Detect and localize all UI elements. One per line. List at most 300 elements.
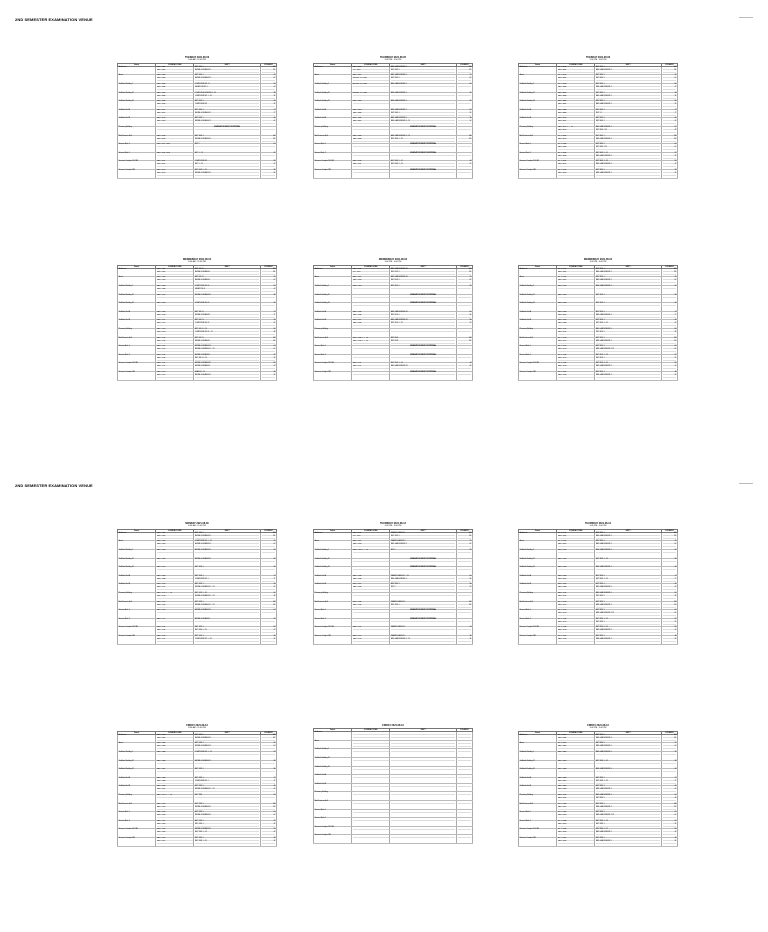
course-code-cell: [352, 303, 390, 312]
table-row: [314, 363, 473, 372]
column-header: COURSE CODE: [352, 265, 390, 268]
course-code: IBMS 1206: [157, 559, 193, 562]
student-count: 106: [458, 67, 472, 70]
department-cell: [194, 320, 261, 329]
student-count-cell: [457, 775, 473, 784]
department-cell: [595, 363, 662, 372]
table-row: [118, 532, 277, 541]
table-row: [519, 144, 678, 153]
venue-name: Pharmacy Building: [519, 328, 557, 337]
student-count: 58: [458, 579, 472, 582]
venue-name: Trailblock Hall B: [519, 786, 557, 795]
table-row: [118, 152, 277, 161]
student-count: 56: [663, 84, 677, 87]
venue-name: Pharmacy Building: [118, 328, 156, 337]
course-code-cell: [557, 268, 595, 277]
course-code: IB 3 1008: [558, 170, 594, 173]
student-count: 60: [663, 147, 677, 150]
column-header: Venue: [519, 63, 557, 66]
department: NUT 1301 1: [195, 769, 260, 772]
course-code-cell: [557, 549, 595, 558]
student-count: 110: [262, 738, 276, 741]
student-count: 58: [458, 113, 472, 116]
course-code-cell: [557, 837, 595, 846]
column-header: STUDENT: [261, 265, 277, 268]
department-cell: [194, 635, 261, 644]
department: NUT 3001 1: [596, 110, 661, 113]
student-count-cell: [261, 635, 277, 644]
student-count: 40: [663, 789, 677, 792]
student-count: 44: [663, 366, 677, 369]
venue-name: Annex: [118, 541, 156, 550]
course-code: IBMS 3103: [558, 286, 594, 289]
venue-name: Trailblock Building 2C: [118, 760, 156, 769]
student-count-cell: [662, 618, 678, 627]
department: NUT 1201 1: [195, 576, 260, 579]
course-code: IB 3 1206: [558, 627, 594, 630]
student-count-cell: [457, 592, 473, 601]
student-count: 110: [663, 341, 677, 344]
course-code-cell: [352, 371, 390, 380]
department-cell: [194, 169, 261, 178]
course-code: IB 3 1301: [558, 735, 594, 738]
table-row: [118, 371, 277, 380]
department: MED LAB SCIENCE 1: [596, 375, 661, 378]
department-cell: [390, 303, 457, 312]
student-count: 40: [458, 164, 472, 167]
department-cell: [390, 92, 457, 101]
student-count-cell: [457, 83, 473, 92]
department: NURSE 01 EXAM 02 1: [195, 139, 260, 142]
table-row: [519, 354, 678, 363]
course-code: IB 3 1004: [558, 136, 594, 139]
student-count-cell: [662, 169, 678, 178]
department-cell: [390, 126, 457, 135]
course-code: IBMS 3216: [558, 639, 594, 642]
course-code: IBMS 2211: [353, 627, 389, 630]
table-row: [118, 760, 277, 769]
table-row: [118, 558, 277, 567]
department: NUT 3101 1 - 13: [596, 363, 661, 366]
course-code: IBMS 3005: [558, 96, 594, 99]
student-count-cell: [457, 826, 473, 835]
course-code: IBMS 2101: [353, 269, 389, 272]
course-code-cell: [352, 766, 390, 775]
department-cell: [595, 109, 662, 118]
department: MED LAB SCIENCE 1: [391, 579, 456, 582]
department: MED LAB SCIENCE 1: [596, 286, 661, 289]
student-count-cell: [261, 294, 277, 303]
table-row: [314, 337, 473, 346]
venue-name: Sciences Complex RM: [519, 371, 557, 380]
venue-name: Trailblock Hall B: [314, 118, 352, 127]
student-count: 36: [663, 636, 677, 639]
table-row: [519, 268, 678, 277]
student-count: 60: [663, 815, 677, 818]
department-cell: [194, 794, 261, 803]
student-count-cell: [662, 601, 678, 610]
department: MED LAB SCIENCE 1: [596, 173, 661, 176]
course-code: IB 3 1101: [558, 269, 594, 272]
course-code: IBMS 2108: [353, 323, 389, 326]
student-count-cell: [457, 610, 473, 619]
student-count-cell: [662, 760, 678, 769]
student-count-cell: [261, 328, 277, 337]
student-count: 56: [458, 84, 472, 87]
student-count-cell: [457, 109, 473, 118]
department: COMPUTER SCI 01: [195, 286, 260, 289]
student-count-cell: [261, 126, 277, 135]
venue-name: Trailblock Hall B: [519, 118, 557, 127]
venue-name: Science Block 1: [118, 144, 156, 153]
course-code: IBMS 2205: [353, 576, 389, 579]
student-count: 38: [663, 295, 677, 298]
department-cell: [194, 354, 261, 363]
table-row: [314, 610, 473, 619]
student-count: 36: [458, 584, 472, 587]
venue-name: Med Sciences Hall: [118, 135, 156, 144]
course-code-cell: [352, 337, 390, 346]
course-code: IBMS 1319: [157, 829, 193, 832]
column-header: Venue: [118, 63, 156, 66]
course-code: IBMS 3310: [558, 795, 594, 798]
department-cell: [390, 757, 457, 766]
table-row: [118, 161, 277, 170]
department-cell: [390, 354, 457, 363]
course-code-cell: [557, 769, 595, 778]
column-header: STUDENT: [261, 731, 277, 734]
venue-name: Med Sciences Hall: [314, 601, 352, 610]
department: NUT 3001 1: [596, 101, 661, 104]
course-code-cell: [156, 618, 194, 627]
student-count: 50: [663, 127, 677, 130]
department: NURSE 01 EXAM 02 1: [195, 375, 260, 378]
course-code: IBMS 1312 1 - 13: [157, 795, 193, 798]
venue-name: Trailblock Building 2: [118, 83, 156, 92]
student-count: 116: [458, 602, 472, 605]
student-count-cell: [261, 584, 277, 593]
exam-session-time: 3:00 PM - 5:00 PM: [384, 59, 402, 61]
venue-name: Science Block 1: [314, 144, 352, 153]
student-count: 40: [458, 93, 472, 96]
department: NUT 101 01: [195, 338, 260, 341]
venue-name: Sciences Complex RM: [118, 837, 156, 846]
course-code: IBMS 1322: [157, 841, 193, 844]
department: [391, 744, 456, 747]
table-row: [314, 601, 473, 610]
course-code-cell: [352, 144, 390, 153]
student-count: 64: [663, 144, 677, 147]
course-code: IBMS 3110: [558, 329, 594, 332]
course-code: IB 3 1107: [558, 372, 594, 375]
course-code: IBMS 1311: [157, 789, 193, 792]
table-row: [519, 118, 678, 127]
venue-name: Med Sciences Hall: [314, 337, 352, 346]
page-title: 2ND SEMESTER EXAMINATION VENUE: [15, 17, 93, 22]
course-code: IB 3 1303: [558, 804, 594, 807]
venue-name: Sciences Complex ROOM1: [118, 161, 156, 170]
department: NUT 3201 1 - 13: [596, 579, 661, 582]
student-count: 110: [262, 807, 276, 810]
table-row: [519, 610, 678, 619]
department: NUT 3001 1: [596, 84, 661, 87]
department-cell: [194, 144, 261, 153]
course-code: IB 3 1204: [558, 610, 594, 613]
student-count: 106: [663, 533, 677, 536]
department: MED LAB SCIENCE 1: [596, 280, 661, 283]
department: NUT 1201 1: [195, 602, 260, 605]
course-code: IBMS 3205: [558, 567, 594, 570]
table-row: [519, 794, 678, 803]
student-count: 106: [458, 269, 472, 272]
student-count: 74: [262, 110, 276, 113]
course-code: IBMS 1202: [157, 536, 193, 539]
table-row: [519, 743, 678, 752]
course-code-cell: [557, 592, 595, 601]
department: NUT 2102: [391, 341, 456, 344]
department-cell: [390, 161, 457, 170]
department: NUT 3201 1: [596, 610, 661, 613]
student-count: 72: [663, 579, 677, 582]
course-code-cell: [557, 610, 595, 619]
student-count: 38: [262, 559, 276, 562]
course-code-cell: [557, 584, 595, 593]
student-count: 64: [262, 144, 276, 147]
table-row: [314, 818, 473, 827]
department-cell: [595, 627, 662, 636]
course-code-cell: [352, 826, 390, 835]
student-count: 56: [458, 550, 472, 553]
student-count: 110: [262, 139, 276, 142]
venue-name: Auditorium: [519, 66, 557, 75]
course-code: IBMS 3016: [558, 156, 594, 159]
department-cell: [390, 618, 457, 627]
student-count: [458, 758, 472, 761]
course-code: IBMS 3314: [558, 824, 594, 827]
table-row: [118, 610, 277, 619]
student-count-cell: [457, 541, 473, 550]
student-count: [458, 170, 472, 173]
student-count-cell: [662, 734, 678, 743]
course-code: IBMS 1022: [157, 164, 193, 167]
course-code: IBMS 1111: [157, 320, 193, 323]
course-code: IBMS 3213: [558, 613, 594, 616]
table-row: [519, 346, 678, 355]
student-count-cell: [457, 809, 473, 818]
student-count-cell: [457, 144, 473, 153]
course-code: IBMS 3003: [558, 87, 594, 90]
venue-name: Science Block 1: [519, 812, 557, 821]
venue-name: Trailblock Hall B: [519, 584, 557, 593]
table-row: [118, 135, 277, 144]
course-code: IBMS 2103: [353, 280, 389, 283]
course-code: IBMS 3215: [558, 630, 594, 633]
venue-name: Annex: [314, 740, 352, 749]
table-row: [519, 83, 678, 92]
document-page-2: [0, 466, 768, 932]
department: COMPUTER SCI: [195, 161, 260, 164]
department-cell: [595, 777, 662, 786]
table-row: [519, 92, 678, 101]
department-cell: [390, 584, 457, 593]
student-count-cell: [261, 769, 277, 778]
student-count-cell: [457, 757, 473, 766]
student-count: [458, 784, 472, 787]
department: NURSE 01 EXAM 02 1: [195, 113, 260, 116]
department: NUT 1301 1: [195, 786, 260, 789]
exam-session-time: 3:00 PM - 5:00 PM: [589, 727, 607, 729]
department: [391, 835, 456, 838]
exam-session-time: 3:00 PM - 5:00 PM: [589, 59, 607, 61]
venue-notice: EXAMINATION VENUE FOR EXTERNAL: [391, 127, 456, 130]
venue-name: Science Block 2: [118, 820, 156, 829]
venue-name: Science Block 2: [118, 354, 156, 363]
course-code-cell: [156, 268, 194, 277]
student-count: 40: [262, 584, 276, 587]
department: NURSE 01 EXAM 02: [195, 619, 260, 622]
student-count-cell: [457, 126, 473, 135]
venue-name: Science Block 2: [118, 618, 156, 627]
department-cell: [390, 835, 457, 844]
department: MED LAB SCIENCE 1: [596, 96, 661, 99]
column-header: DEPT: [194, 731, 261, 734]
course-code-cell: [352, 800, 390, 809]
exam-day-block: [518, 522, 678, 645]
course-code-cell: [557, 532, 595, 541]
venue-name: Trailblock Building 2C: [314, 558, 352, 567]
department: NUT 1 - 13: [195, 153, 260, 156]
column-header: Venue: [519, 529, 557, 532]
student-count: 40: [262, 789, 276, 792]
table-row: [519, 769, 678, 778]
course-code-cell: [352, 83, 390, 92]
department: NUT 3201 1 - 13: [596, 627, 661, 630]
student-count: 40: [663, 584, 677, 587]
department-cell: [595, 567, 662, 576]
department: [391, 593, 456, 596]
student-count: 64: [663, 544, 677, 547]
course-code: NUT 2201: [353, 536, 389, 539]
course-code: IB 3 1003: [558, 84, 594, 87]
student-count: [458, 792, 472, 795]
course-code: IBMS 1023: [157, 170, 193, 173]
department: [391, 767, 456, 770]
department-cell: [595, 743, 662, 752]
student-count: [458, 619, 472, 622]
course-code: MEDICAL PH 2002: [353, 84, 389, 87]
course-code: IBMS 2112: [353, 366, 389, 369]
venue-name: Trailblock Hall A: [118, 777, 156, 786]
column-header: STUDENT: [662, 265, 678, 268]
student-count: 106: [262, 735, 276, 738]
student-count: 60: [458, 280, 472, 283]
exam-day-block: [313, 56, 473, 179]
student-count: 74: [663, 778, 677, 781]
department-cell: [194, 786, 261, 795]
department: NUT 3301 1 - 13: [596, 761, 661, 764]
student-count-cell: [662, 820, 678, 829]
student-count-cell: [261, 567, 277, 576]
student-count: 116: [663, 602, 677, 605]
student-count: 32: [663, 821, 677, 824]
venue-name: Sciences Complex ROOM1: [314, 161, 352, 170]
department: MED LAB SCIENCE 02: [391, 277, 456, 280]
course-code-cell: [156, 751, 194, 760]
table-row: [118, 92, 277, 101]
column-header: Venue: [118, 731, 156, 734]
venue-name: Auditorium: [314, 732, 352, 741]
student-count: 60: [262, 349, 276, 352]
student-count: 64: [262, 346, 276, 349]
department-cell: [194, 575, 261, 584]
venue-name: Science Block 1: [314, 610, 352, 619]
student-count-cell: [457, 328, 473, 337]
student-count-cell: [457, 575, 473, 584]
course-code-cell: [156, 169, 194, 178]
venue-name: Trailblock Building 2C: [314, 92, 352, 101]
course-code: [353, 303, 389, 306]
student-count-cell: [662, 769, 678, 778]
student-count: [458, 303, 472, 306]
department: MED LAB SCIENCE 1: [596, 841, 661, 844]
course-code: IBMS 1005: [157, 84, 193, 87]
student-count: 60: [458, 576, 472, 579]
venue-notice: EXAMINATION VENUE FOR EXTERNAL: [391, 295, 456, 298]
department: MED LAB SCIENCE 1: [596, 807, 661, 810]
student-count-cell: [662, 118, 678, 127]
department: COMPUTER SCI 1: [195, 579, 260, 582]
table-row: [519, 277, 678, 286]
student-count: 60: [458, 544, 472, 547]
student-count: 76: [262, 541, 276, 544]
course-code: [353, 593, 389, 596]
venue-name: Sciences Complex RM: [314, 635, 352, 644]
student-count: [458, 153, 472, 156]
venue-name: Sciences Complex RM: [118, 371, 156, 380]
course-code-cell: [557, 92, 595, 101]
course-code: [353, 758, 389, 761]
department-cell: [194, 751, 261, 760]
venue-name: Trailblock Building 2: [314, 549, 352, 558]
department-cell: [194, 109, 261, 118]
table-row: [118, 303, 277, 312]
exam-session-time: 3:00 PM - 5:00 PM: [384, 261, 402, 263]
course-code: IB 3 1001: [558, 67, 594, 70]
student-count-cell: [457, 303, 473, 312]
department-cell: [390, 792, 457, 801]
exam-day-block: [518, 724, 678, 847]
venue-name: Trailblock Hall B: [118, 786, 156, 795]
department: NURSE 01 EXAM 02: [195, 366, 260, 369]
course-code: IB 3 1203: [558, 602, 594, 605]
course-code: IBMS 3101: [558, 272, 594, 275]
course-code: IBMS 1110: [157, 315, 193, 318]
course-code-cell: [156, 812, 194, 821]
course-code: IBMS 3010: [558, 118, 594, 121]
table-row: [118, 794, 277, 803]
student-count: 56: [262, 84, 276, 87]
department: MED LAB SCIENCE 1: [596, 164, 661, 167]
table-row: [118, 328, 277, 337]
course-code: IBMS 3018: [558, 173, 594, 176]
venue-name: Science Block 2: [519, 354, 557, 363]
student-count: 44: [458, 627, 472, 630]
student-count: 110: [458, 341, 472, 344]
student-count-cell: [662, 311, 678, 320]
department: NUT 2001 1: [391, 113, 456, 116]
course-code-cell: [156, 66, 194, 75]
table-row: [519, 592, 678, 601]
